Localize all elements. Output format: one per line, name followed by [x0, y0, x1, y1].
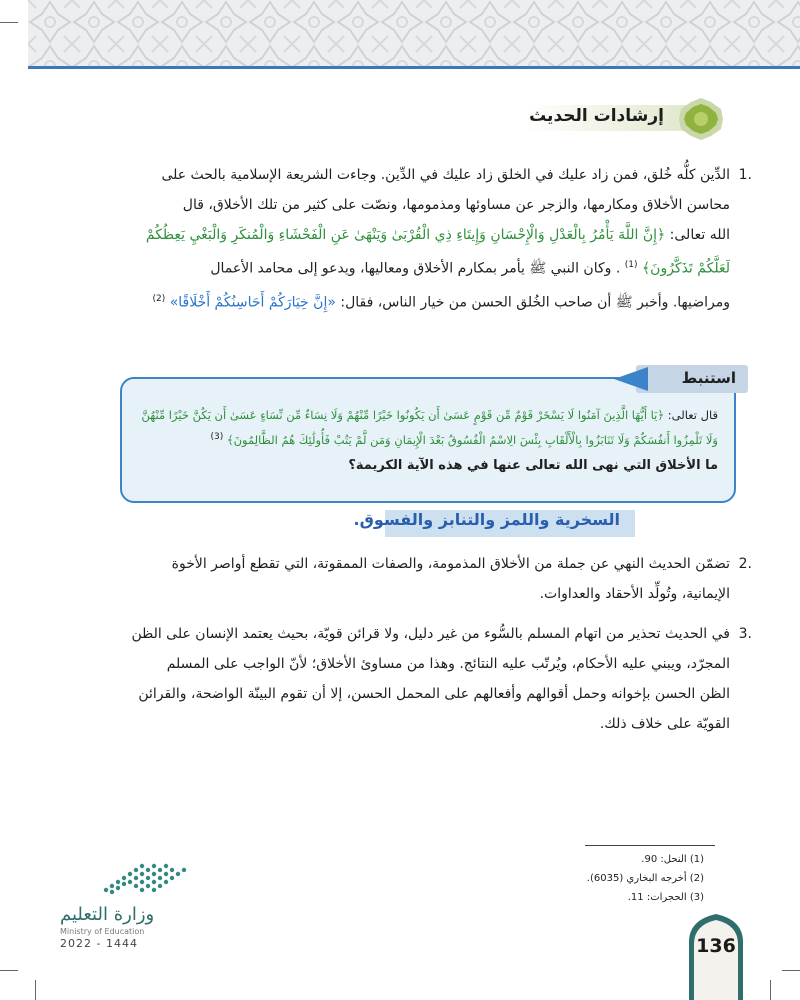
text-line: [70, 220, 730, 250]
text-line: [128, 404, 718, 426]
octagon-badge-icon: [678, 97, 724, 141]
hadith-text: «إِنَّ خِيَارَكُمْ أَحَاسِنُكُمْ أَخْلَاقًا»: [169, 294, 336, 311]
paragraph-2: [70, 549, 752, 609]
istinbat-content: [128, 404, 718, 477]
quran-verse: ﴿إِنَّ اللَّهَ يَأْمُرُ بِالْعَدْلِ وَالْإِحْسَانِ وَإِيتَاءِ ذِي الْقُرْبَىٰ وَيَنْهَىٰ عَنِ الْفَحْشَاءِ وَالْمُنكَرِ وَالْبَغْيِ يَعِظُكُمْ: [145, 227, 666, 243]
text-line: [70, 284, 730, 318]
text-line: الدِّين كلُّه خُلق، فمن زاد عليك في الخلق زاد عليك في الدِّين. وجاءت الشريعة الإسلامية بالحث على: [161, 167, 730, 183]
istinbat-tab: [598, 365, 748, 395]
text-segment: . وكان النبي ﷺ يأمر بمكارم الأخلاق ومعاليها، ويدعو إلى محامد الأعمال: [210, 260, 621, 277]
footnote-ref: (2): [152, 293, 166, 304]
crop-mark: [770, 980, 771, 1000]
crop-mark: [782, 970, 800, 971]
quran-verse: وَلَا تَلْمِزُوا أَنفُسَكُمْ وَلَا تَنَابَزُوا بِالْأَلْقَابِ بِئْسَ الِاسْمُ الْفُسُوقُ بَعْدَ الْإِيمَانِ وَمَن لَّمْ يَتُبْ فَأُولَٰئِكَ هُمُ الظَّالِمُونَ﴾: [226, 432, 718, 447]
footnote: (1) النحل: 90.: [641, 854, 704, 865]
text-segment: قال تعالى:: [667, 408, 718, 422]
section-title: إرشادات الحديث: [529, 106, 664, 126]
footnote-ref: (3): [210, 432, 224, 442]
text-line: [128, 426, 718, 451]
quran-verse: لَعَلَّكُمْ تَذَكَّرُونَ﴾: [641, 260, 730, 277]
text-line: الظن الحسن بإخوانه وحمل أقوالهم وأفعالهم على المحمل الحسن، إلا أن تقوم البينّة الواضحة، والقرائن: [138, 686, 730, 702]
text-line: تضمّن الحديث النهي عن جملة من الأخلاق المذمومة، والصفات الممقوتة، التي تقطع أواصر الأخوة: [171, 556, 730, 572]
arabesque-pattern: [28, 0, 800, 66]
text-line: الإيمانية، وتُولِّد الأحقاد والعداوات.: [539, 586, 730, 602]
ministry-logo-icon: [100, 860, 192, 898]
istinbat-label: استنبط: [681, 369, 736, 387]
item-number: .2: [738, 556, 752, 572]
crop-mark: [0, 970, 18, 971]
item-number: .3: [738, 626, 752, 642]
arrow-icon: [614, 367, 648, 391]
paragraph-1: [70, 160, 752, 317]
crop-mark: [0, 22, 18, 23]
text-line: في الحديث تحذير من اتهام المسلم بالسُّوء من غير دليل، ولا قرائن قويّة، بحيث يعتمد الإنسان على الظن: [131, 626, 730, 642]
section-heading: [524, 97, 724, 141]
paragraph-3: [70, 619, 752, 739]
text-line: محاسن الأخلاق ومكارمها، والزجر عن مساوئها ومذمومها، ونصّت على كثير من تلك الأخلاق، قال: [182, 197, 730, 213]
crop-mark: [35, 980, 36, 1000]
text-line: القويّة على خلاف ذلك.: [599, 716, 730, 732]
text-segment: ومراضيها. وأخبر ﷺ أن صاحب الخُلق الحسن من خيار الناس، فقال:: [340, 294, 730, 311]
header-pattern-band: [28, 0, 800, 69]
edition-year: 2022 - 1444: [60, 937, 138, 950]
footnote: (3) الحجرات: 11.: [627, 892, 704, 903]
text-line: [70, 250, 730, 284]
quran-verse: ﴿يَا أَيُّهَا الَّذِينَ آمَنُوا لَا يَسْخَرْ قَوْمٌ مِّن قَوْمٍ عَسَىٰ أَن يَكُونُوا خَيْرًا مِّنْهُمْ وَلَا نِسَاءٌ مِّن نِّسَاءٍ عَسَىٰ أَن يَكُنَّ خَيْرًا مِّنْهُنَّ: [141, 408, 665, 422]
istinbat-answer: السخرية واللمز والتنابز والفسوق.: [353, 510, 620, 529]
ministry-name-arabic: وزارة التعليم: [60, 904, 155, 925]
footnote-divider: [585, 845, 715, 846]
istinbat-question: ما الأخلاق التي نهى الله تعالى عنها في هذه الآية الكريمة؟: [348, 457, 718, 473]
ministry-name-english: Ministry of Education: [60, 927, 145, 936]
text-segment: الله تعالى:: [669, 227, 730, 243]
page-number: 136: [696, 935, 736, 957]
footnote: (2) أخرجه البخاري (6035).: [586, 873, 704, 884]
footnote-ref: (1): [624, 260, 638, 270]
item-number: .1: [738, 167, 752, 183]
text-line: المجرّد، ويبني عليه الأحكام، ويُرتّب عليه النتائج. وهذا من مساوئ الأخلاق؛ لأنّ الواجب على المسلم: [166, 656, 730, 672]
